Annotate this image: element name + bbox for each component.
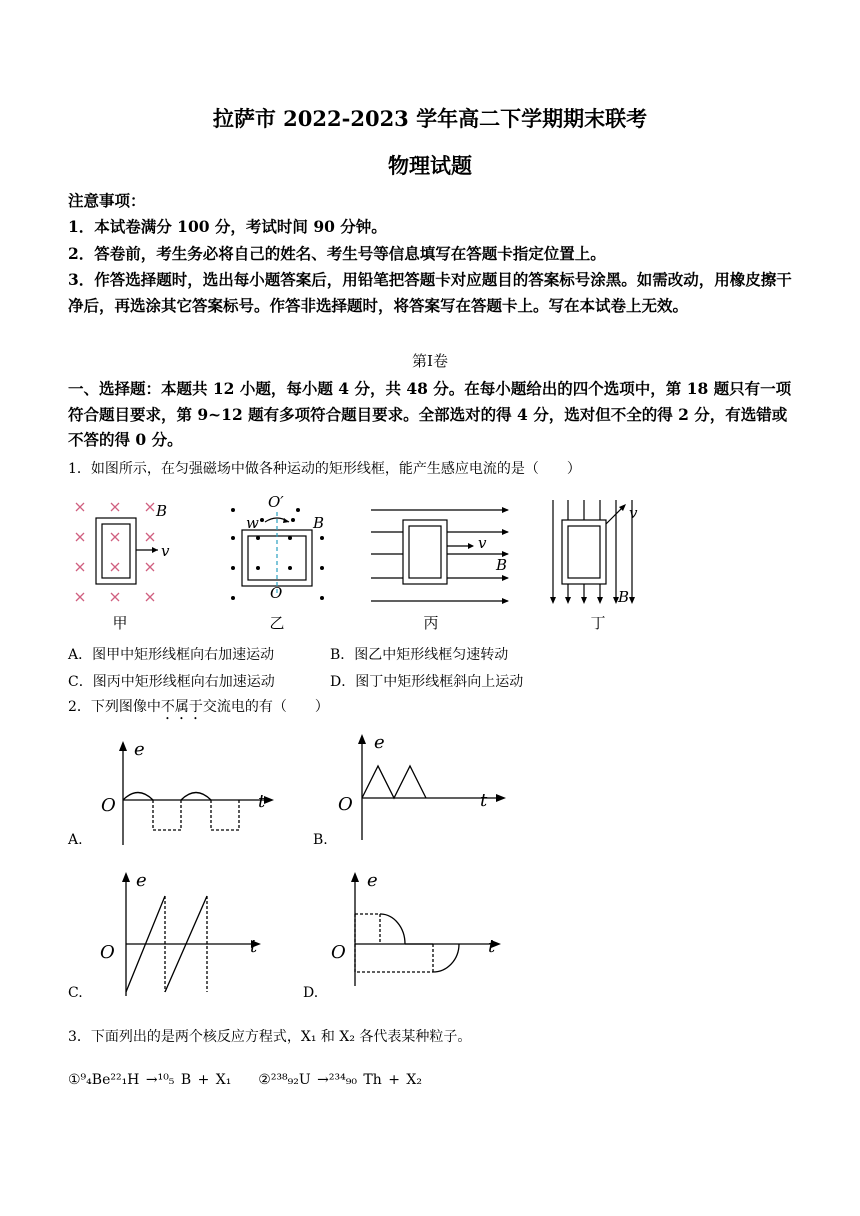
q2-graph-b xyxy=(320,728,520,848)
q2-graph-a xyxy=(68,735,288,850)
b-axis-t: t xyxy=(480,790,488,811)
figure-ding xyxy=(550,500,638,632)
q2-stem-pre: 2．下列图像中 xyxy=(68,699,161,715)
yi-O-label: O xyxy=(270,584,283,602)
fig-label-yi: 乙 xyxy=(269,614,285,632)
q2-graph-c xyxy=(90,868,290,998)
fig-label-jia: 甲 xyxy=(112,614,128,632)
yi-w-label: w xyxy=(246,514,259,532)
q2-stem xyxy=(68,696,329,723)
b-axis-e: e xyxy=(374,732,385,753)
notice-item-2: 2．答卷前，考生务必将自己的姓名、考生号等信息填写在答题卡指定位置上。 xyxy=(68,244,606,263)
q2-label-a: A. xyxy=(68,832,83,848)
bing-v-label: v xyxy=(478,534,487,552)
yi-Oprime-label: O′ xyxy=(268,493,284,511)
fig-label-bing: 丙 xyxy=(423,614,439,632)
bing-B-label: B xyxy=(496,556,508,574)
q1-option-c: C．图丙中矩形线框向右加速运动 xyxy=(68,674,275,690)
exam-title: 拉萨市 2022-2023 学年高二下学期期末联考 xyxy=(212,106,648,131)
q3-equations xyxy=(68,1072,422,1088)
q2-stem-emphasis: 不属于 xyxy=(160,699,203,715)
d-axis-t: t xyxy=(488,936,496,957)
q3-eq2: ②²³⁸₉₂U →²³⁴₉₀ Th + X₂ xyxy=(258,1072,422,1088)
section-1-instructions: 一、选择题：本题共 12 小题，每小题 4 分，共 48 分。在每小题给出的四个选项中，第 18 题只有一项符合题目要求，第 9~12 题有多项符合题目要求。全部选对的得 4 分，选对但不全的得 2 分，有选错或不答的得 0 分。 xyxy=(68,379,792,449)
yi-B-label: B xyxy=(313,514,325,532)
q1-option-a: A．图甲中矩形线框向右加速运动 xyxy=(68,647,275,663)
q3-eq1: ①⁹₄Be²²₁H →¹⁰₅ B + X₁ xyxy=(68,1072,232,1088)
fig-label-ding: 丁 xyxy=(590,614,606,632)
q2-label-b: B. xyxy=(313,832,328,848)
d-axis-e: e xyxy=(367,870,378,891)
jia-B-label: B xyxy=(156,502,168,520)
q1-stem: 1．如图所示，在匀强磁场中做各种运动的矩形线框，能产生感应电流的是（ ） xyxy=(68,461,581,477)
exam-subtitle: 物理试题 xyxy=(388,153,472,178)
q1-option-d: D．图丁中矩形线框斜向上运动 xyxy=(330,674,524,690)
c-axis-e: e xyxy=(136,870,147,891)
q1-option-b: B．图乙中矩形线框匀速转动 xyxy=(330,647,509,663)
q3-stem: 3．下面列出的是两个核反应方程式，X₁ 和 X₂ 各代表某种粒子。 xyxy=(68,1029,472,1045)
a-axis-e: e xyxy=(134,739,145,760)
figure-bing xyxy=(371,507,509,632)
c-origin: O xyxy=(100,942,115,963)
ding-B-label: B xyxy=(618,588,630,606)
figure-jia xyxy=(76,502,170,632)
notice-item-3: 3．作答选择题时，选出每小题答案后，用铅笔把答题卡对应题目的答案标号涂黑。如需改动，用橡皮擦干净后，再选涂其它答案标号。作答非选择题时，将答案写在答题卡上。写在本试卷上无效。 xyxy=(68,270,792,315)
volume-label: 第Ⅰ卷 xyxy=(412,352,448,370)
q2-stem-post: 交流电的有（ ） xyxy=(202,699,329,715)
q1-figures xyxy=(68,490,668,635)
q2-graph-d xyxy=(325,868,515,988)
a-origin: O xyxy=(101,795,116,816)
q2-label-c: C. xyxy=(68,985,83,1001)
b-origin: O xyxy=(338,794,353,815)
notice-heading: 注意事项： xyxy=(68,191,146,210)
notice-item-1: 1．本试卷满分 100 分，考试时间 90 分钟。 xyxy=(68,217,387,236)
jia-v-label: v xyxy=(161,542,170,560)
ding-v-label: v xyxy=(629,504,638,522)
a-axis-t: t xyxy=(258,791,266,812)
figure-yi xyxy=(231,493,324,632)
c-axis-t: t xyxy=(250,936,258,957)
d-origin: O xyxy=(331,942,346,963)
q2-label-d: D. xyxy=(303,985,319,1001)
